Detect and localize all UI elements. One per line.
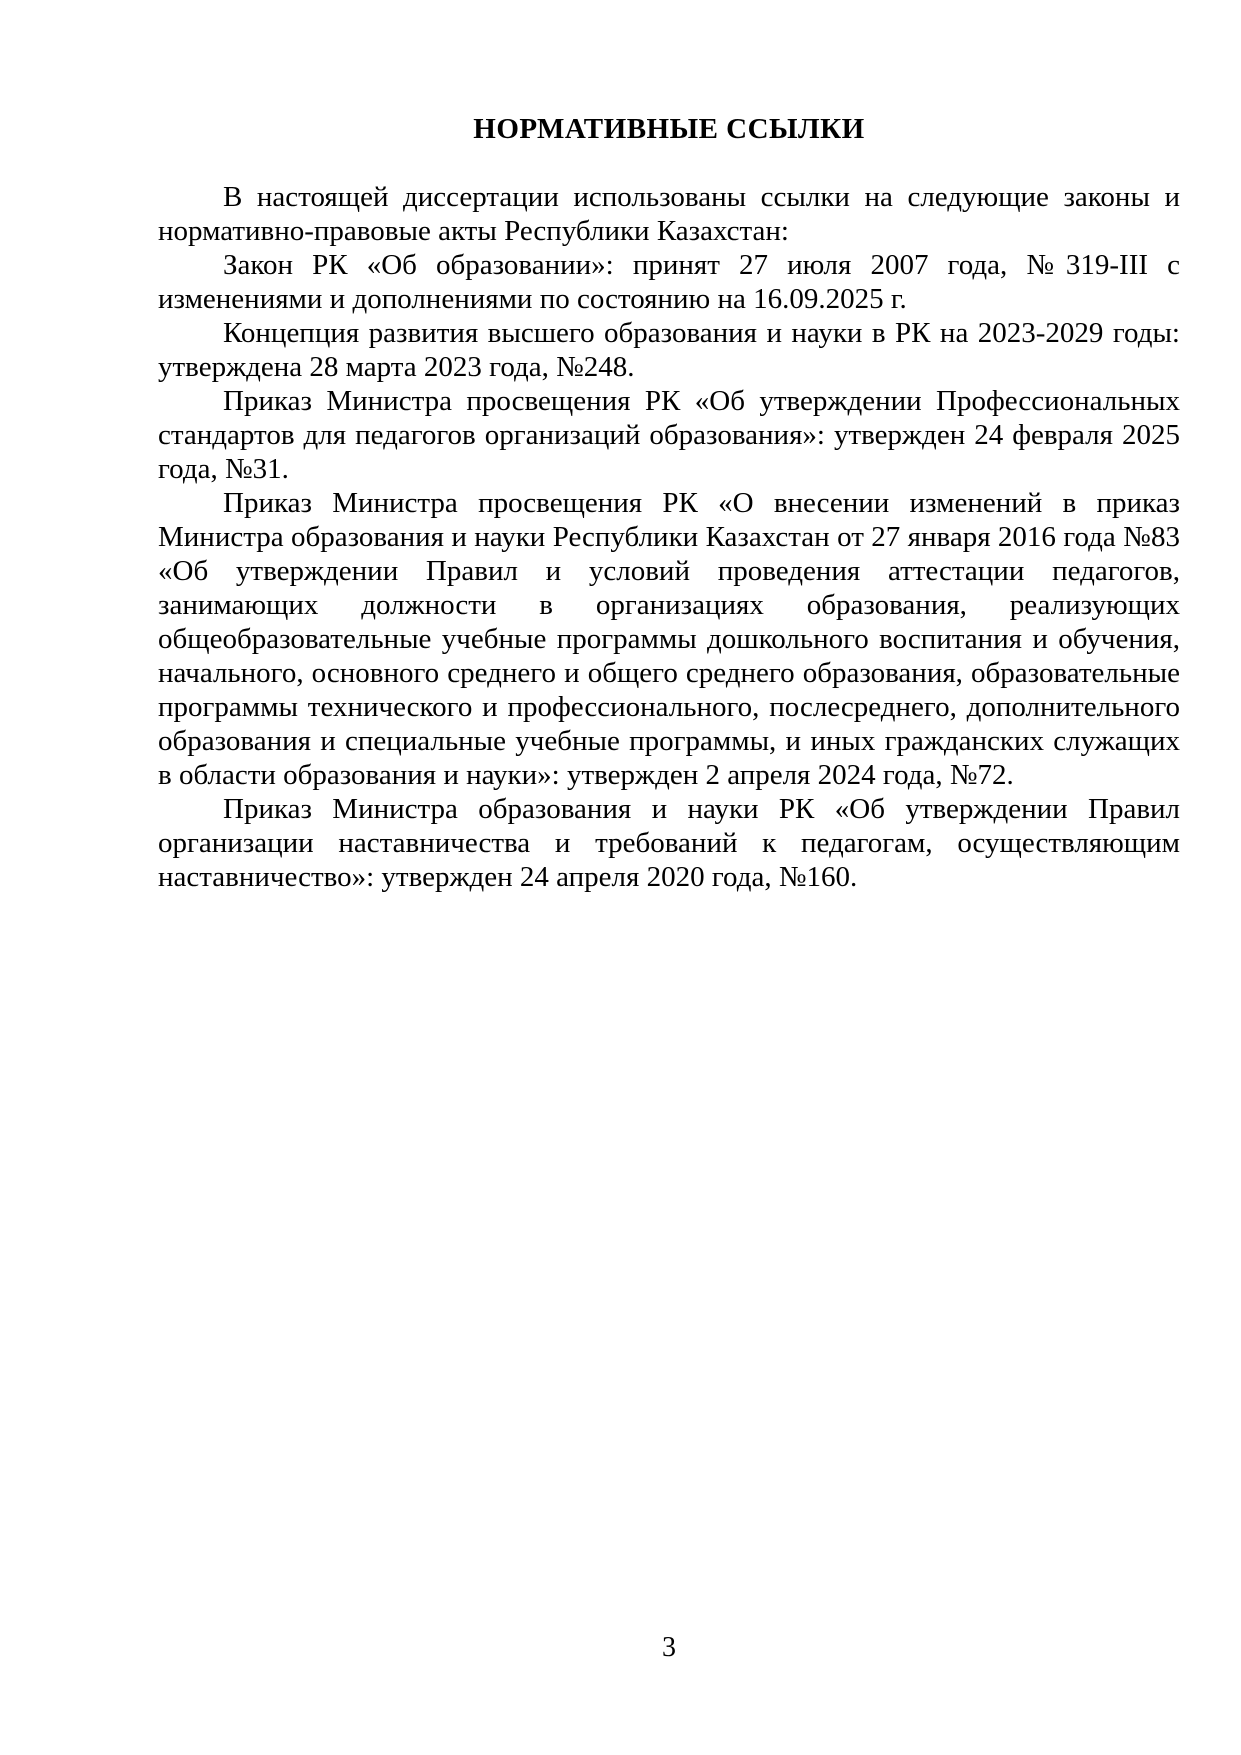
- paragraph-order-attestation-rules: Приказ Министра просвещения РК «О внесении изменений в приказ Министра образования и науки Республики Казахстан от 27 января 2016 года №83 «Об утверждении Правил и условий проведения аттестации педагогов, занимающих должности в организациях образования, реализующих общеобразовательные учебные программы дошкольного воспитания и обучения, начального, основного среднего и общего среднего образования, образовательные программы технического и профессионального, послесреднего, дополнительного образования и специальные учебные программы, и иных гражданских служащих в области образования и науки»: утвержден 2 апреля 2024 года, №72.: [158, 487, 1180, 791]
- paragraph-order-professional-standards: Приказ Министра просвещения РК «Об утверждении Профессиональных стандартов для педагогов организаций образования»: утвержден 24 февраля 2025 года, №31.: [158, 385, 1180, 485]
- page-title: НОРМАТИВНЫЕ ССЫЛКИ: [473, 113, 865, 145]
- page-number: 3: [662, 1632, 676, 1663]
- paragraph-concept-2023-2029: Концепция развития высшего образования и науки в РК на 2023-2029 годы: утверждена 28 марта 2023 года, №248.: [158, 317, 1180, 383]
- paragraph-order-mentorship-rules: Приказ Министра образования и науки РК «Об утверждении Правил организации наставничества и требований к педагогам, осуществляющим наставничество»: утвержден 24 апреля 2020 года, №160.: [158, 793, 1180, 893]
- paragraph-intro: В настоящей диссертации использованы ссылки на следующие законы и нормативно-правовые акты Республики Казахстан:: [158, 181, 1180, 247]
- document-body: [158, 112, 1180, 894]
- paragraph-law-education: Закон РК «Об образовании»: принят 27 июля 2007 года, №319-III с изменениями и дополнениями по состоянию на 16.09.2025 г.: [158, 249, 1180, 315]
